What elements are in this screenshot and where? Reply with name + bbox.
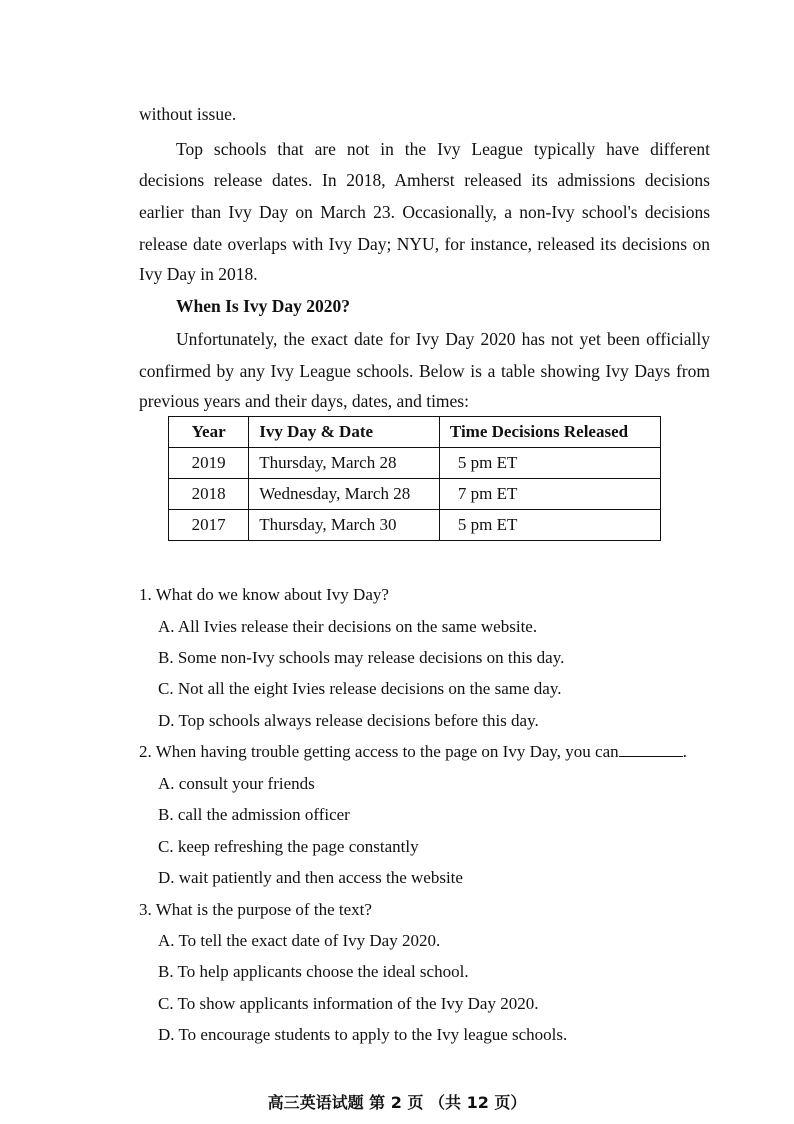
- table-cell-year: 2019: [169, 448, 249, 479]
- table-cell-date: Wednesday, March 28: [249, 479, 440, 510]
- table-header-cell: Time Decisions Released: [439, 417, 660, 448]
- table-header-cell: Ivy Day & Date: [249, 417, 440, 448]
- table-cell-year: 2018: [169, 479, 249, 510]
- answer-option: B. Some non-Ivy schools may release decisions on this day.: [158, 648, 565, 667]
- table-cell-time: 7 pm ET: [439, 479, 660, 510]
- table-cell-year: 2017: [169, 510, 249, 541]
- page-footer: 高三英语试题 第 2 页 （共 12 页）: [267, 1093, 527, 1112]
- section-heading: When Is Ivy Day 2020?: [176, 296, 351, 316]
- answer-option: D. To encourage students to apply to the Ivy league schools.: [158, 1025, 568, 1044]
- question-stem: 1. What do we know about Ivy Day?: [139, 585, 389, 604]
- answer-option: A. All Ivies release their decisions on the same website.: [158, 617, 538, 636]
- table-cell-date: Thursday, March 28: [249, 448, 440, 479]
- answer-blank: [619, 741, 683, 757]
- answer-option: C. keep refreshing the page constantly: [158, 837, 419, 856]
- answer-option: B. To help applicants choose the ideal school.: [158, 962, 469, 981]
- answer-option: A. consult your friends: [158, 774, 315, 793]
- answer-option: A. To tell the exact date of Ivy Day 2020.: [158, 931, 441, 950]
- table-row: [169, 510, 661, 541]
- answer-option: D. wait patiently and then access the website: [158, 868, 463, 887]
- passage-line: previous years and their days, dates, and times:: [139, 391, 469, 411]
- table-header-cell: Year: [169, 417, 249, 448]
- passage-line: Top schools that are not in the Ivy League typically have different: [176, 139, 710, 159]
- passage-line: Unfortunately, the exact date for Ivy Day 2020 has not yet been officially: [176, 329, 710, 349]
- passage-line: earlier than Ivy Day on March 23. Occasionally, a non-Ivy school's decisions: [139, 202, 710, 222]
- answer-option: D. Top schools always release decisions before this day.: [158, 711, 539, 730]
- ivy-day-table: [168, 416, 661, 541]
- passage-line: decisions release dates. In 2018, Amherst released its admissions decisions: [139, 170, 710, 190]
- answer-option: C. To show applicants information of the Ivy Day 2020.: [158, 994, 539, 1013]
- passage-line: without issue.: [139, 104, 237, 124]
- passage-line: confirmed by any Ivy League schools. Below is a table showing Ivy Days from: [139, 361, 710, 381]
- question-stem-row: [139, 741, 687, 763]
- table-row: [169, 448, 661, 479]
- answer-option: C. Not all the eight Ivies release decisions on the same day.: [158, 679, 562, 698]
- table-cell-time: 5 pm ET: [439, 448, 660, 479]
- question-stem: 3. What is the purpose of the text?: [139, 900, 372, 919]
- table-header-row: [169, 417, 661, 448]
- question-stem-end: .: [682, 742, 687, 761]
- table-cell-time: 5 pm ET: [439, 510, 660, 541]
- answer-option: B. call the admission officer: [158, 805, 350, 824]
- passage-line: release date overlaps with Ivy Day; NYU, for instance, released its decisions on: [139, 234, 710, 254]
- table-cell-date: Thursday, March 30: [249, 510, 440, 541]
- question-stem: 2. When having trouble getting access to the page on Ivy Day, you can: [139, 742, 619, 761]
- table-row: [169, 479, 661, 510]
- passage-line: Ivy Day in 2018.: [139, 264, 258, 284]
